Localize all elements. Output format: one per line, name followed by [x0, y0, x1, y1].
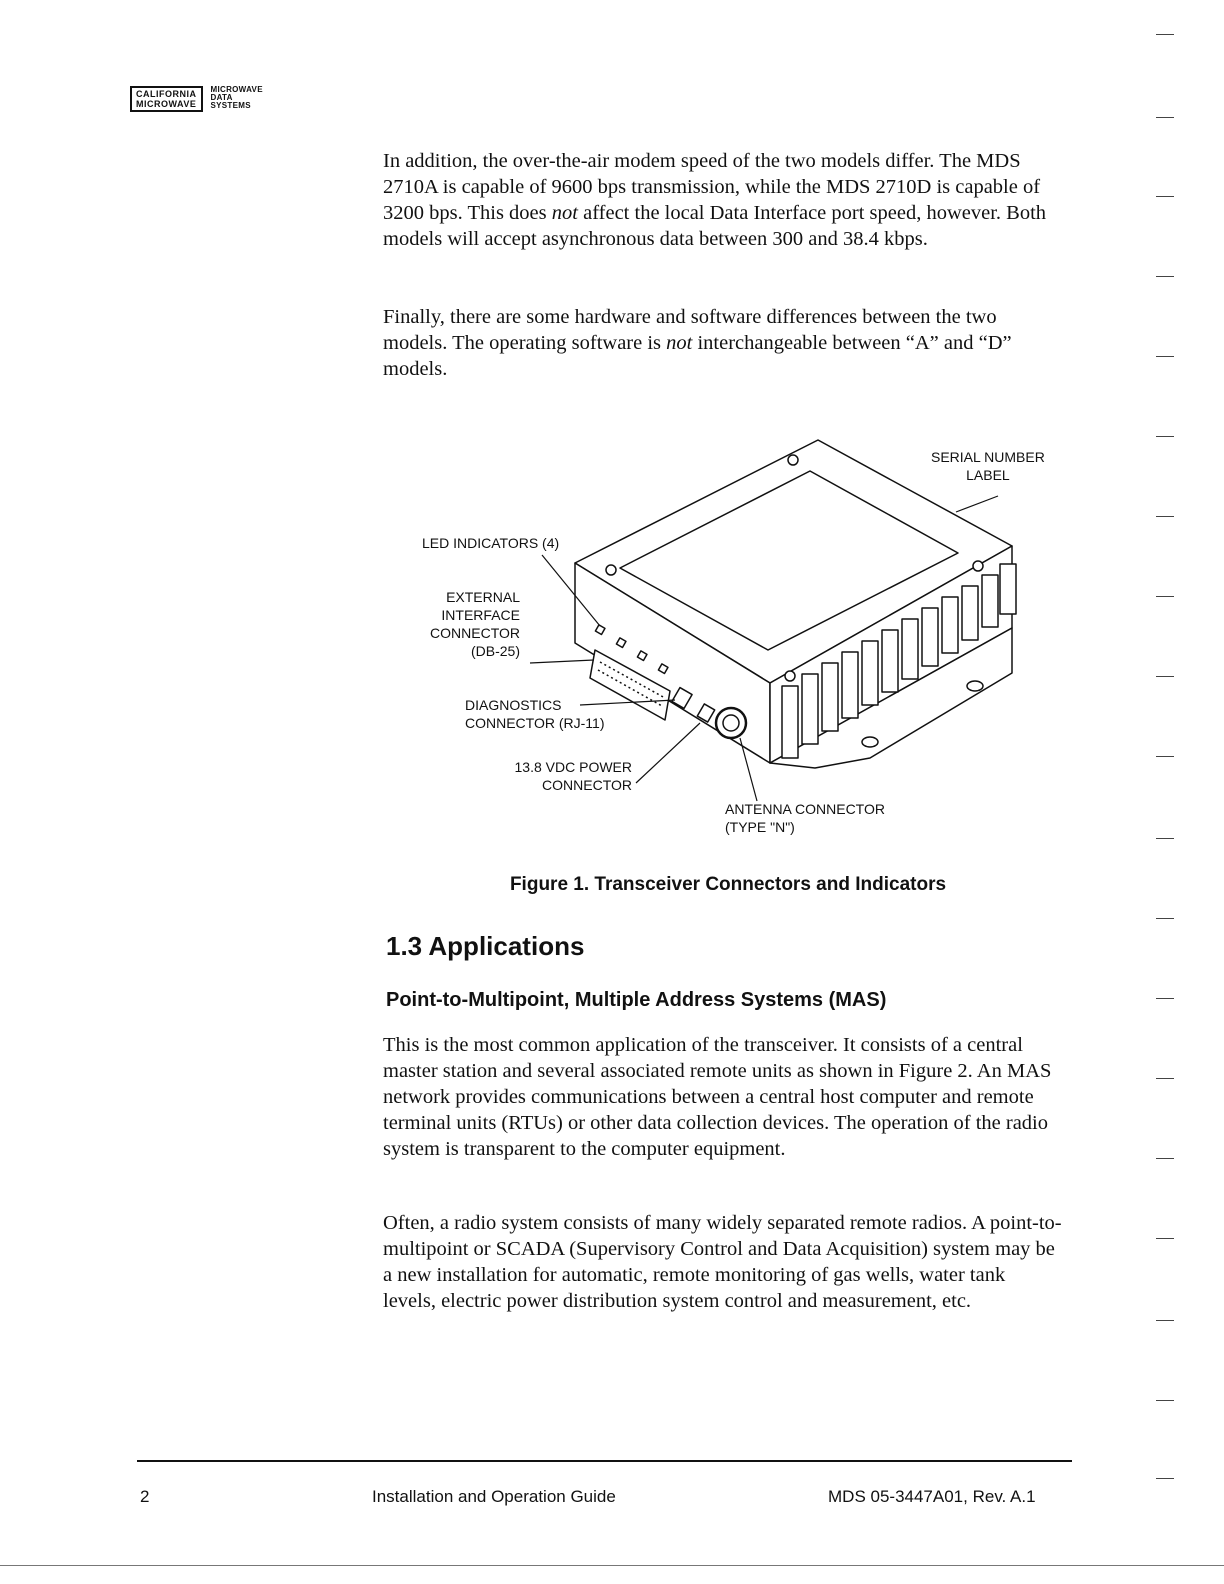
- screw-front: [785, 671, 795, 681]
- paragraph-mas: This is the most common application of the transceiver. It consists of a central master station and several associated remote units as shown in Figure 2. An MAS network provides communications between a central host computer and remote terminal units (RTUs) or other data collection devices. The operation of the radio system is transparent to the computer equipment.: [383, 1034, 1052, 1160]
- screw-left: [606, 565, 616, 575]
- screw-right: [973, 561, 983, 571]
- company-logo: [130, 86, 263, 112]
- logo-side: [211, 86, 263, 110]
- paragraph-modem-speed: [383, 148, 1063, 252]
- logo-side3: SYSTEMS: [210, 101, 251, 110]
- paragraph-scada: Often, a radio system consists of many widely separated remote radios. A point-to-multipoint or SCADA (Supervisory Control and Data Acquisition) system may be a new installation for automatic, remote monitoring of gas wells, water tank levels, electric power distribution system control and measurement, etc.: [383, 1212, 1062, 1312]
- p2-part-a: Finally, there are some hardware and software differences between the two models. The operating software is: [383, 306, 997, 354]
- callout-antenna: ANTENNA CONNECTOR (TYPE "N"): [725, 801, 885, 835]
- antenna-connector-inner: [723, 715, 739, 731]
- callout-diagnostics: DIAGNOSTICS CONNECTOR (RJ-11): [465, 697, 605, 731]
- p2-emphasis: not: [666, 332, 693, 354]
- subsection-title: Point-to-Multipoint, Multiple Address Systems (MAS): [386, 989, 887, 1011]
- callout-external-interface: EXTERNAL INTERFACE CONNECTOR (DB-25): [430, 589, 520, 659]
- section-title: 1.3 Applications: [386, 931, 585, 961]
- p1-part-b: affect the local Data Interface port speed, however. Both models will accept asynchronous data between 300 and 38.4 kbps.: [383, 202, 1047, 250]
- p2-part-b: interchangeable between “A” and “D” models.: [383, 332, 1012, 380]
- scan-edge-line: [0, 1565, 1224, 1566]
- callout-serial-number: SERIAL NUMBER LABEL: [931, 449, 1045, 483]
- footer-rule: [137, 1460, 1072, 1462]
- screw-top: [788, 455, 798, 465]
- logo-side1: MICROWAVE: [210, 85, 263, 94]
- logo-box: [130, 86, 203, 112]
- figure-caption: Figure 1. Transceiver Connectors and Indicators: [509, 874, 947, 895]
- callout-power: 13.8 VDC POWER CONNECTOR: [514, 759, 632, 793]
- p1-part-a: In addition, the over-the-air modem speed of the two models differ. The MDS 2710A is capable of 9600 bps transmission, while the MDS 2710D is capable of 3200 bps. This does: [383, 150, 1041, 224]
- footer-guide-title: Installation and Operation Guide: [372, 1487, 616, 1506]
- page-number: 2: [140, 1487, 150, 1506]
- footer-doc-number: MDS 05-3447A01, Rev. A.1: [828, 1487, 1036, 1506]
- p1-emphasis: not: [551, 202, 578, 224]
- logo-line1: CALIFORNIA: [136, 89, 197, 99]
- transceiver-figure: [400, 438, 1080, 850]
- logo-line2: MICROWAVE: [136, 99, 197, 109]
- logo-side2: DATA: [210, 93, 233, 102]
- paragraph-differences: [383, 304, 1063, 382]
- callout-led-indicators: LED INDICATORS (4): [422, 535, 560, 551]
